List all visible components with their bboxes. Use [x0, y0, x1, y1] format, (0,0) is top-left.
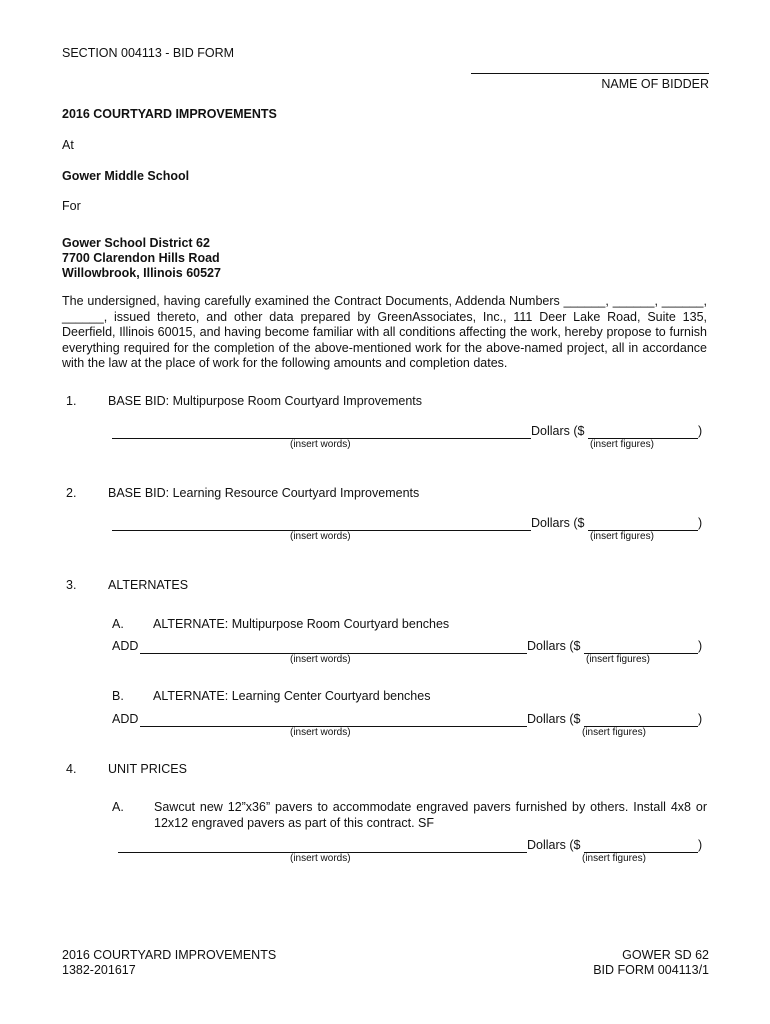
item3a-insert-figures: (insert figures): [586, 654, 650, 665]
intro-paragraph: The undersigned, having carefully examined the Contract Documents, Addenda Numbers ______, ______, ______, ______, issued thereto, and other data prepared by GreenAssociates, Inc., 111 Deer Lake Road, Suite 135, Deerfield, Illinois 60015, and having become familiar with all conditions affecting the work, hereby propose to furnish everything required for the completion of the above-mentioned work for the above-named project, all in accordance with the law at the place of work for the following amounts and completion dates.: [62, 294, 707, 370]
item3b-label: ALTERNATE: Learning Center Courtyard benches: [153, 689, 431, 703]
item1-close-paren: ): [698, 424, 703, 438]
item4a-close-paren: ): [698, 838, 703, 852]
item1-insert-words: (insert words): [290, 439, 351, 450]
item3b-insert-figures: (insert figures): [582, 727, 646, 738]
footer-left-line2: 1382-201617: [62, 963, 136, 977]
item3-number: 3.: [66, 578, 77, 592]
address-line-1: 7700 Clarendon Hills Road: [62, 251, 220, 265]
item4a-insert-figures: (insert figures): [582, 853, 646, 864]
item1-number: 1.: [66, 394, 77, 408]
footer-right-line2: BID FORM 004113/1: [593, 963, 709, 977]
item4a-insert-words: (insert words): [290, 853, 351, 864]
for-label: For: [62, 199, 81, 213]
item3b-add-label: ADD: [112, 712, 139, 726]
address-line-2: Willowbrook, Illinois 60527: [62, 266, 221, 280]
section-title: SECTION 004113 - BID FORM: [62, 46, 235, 60]
item3-label: ALTERNATES: [108, 578, 189, 592]
item3a-close-paren: ): [698, 639, 703, 653]
item3a-insert-words: (insert words): [290, 654, 351, 665]
bidder-name-line[interactable]: [471, 73, 709, 74]
item3a-letter: A.: [112, 617, 124, 631]
footer-right-line1: GOWER SD 62: [622, 948, 709, 962]
district-name: Gower School District 62: [62, 236, 210, 250]
item1-label: BASE BID: Multipurpose Room Courtyard Improvements: [108, 394, 423, 408]
item2-dollars-label: Dollars ($: [531, 516, 585, 530]
item3a-add-label: ADD: [112, 639, 139, 653]
item2-close-paren: ): [698, 516, 703, 530]
footer-left-line1: 2016 COURTYARD IMPROVEMENTS: [62, 948, 277, 962]
school-name: Gower Middle School: [62, 169, 190, 183]
item2-insert-figures: (insert figures): [590, 531, 654, 542]
item1-dollars-label: Dollars ($: [531, 424, 585, 438]
item3a-dollars-label: Dollars ($: [527, 639, 581, 653]
item4a-text: Sawcut new 12”x36” pavers to accommodate engraved pavers furnished by others. Install 4x8 or 12x12 engraved pavers as part of this contract. SF: [154, 800, 707, 830]
at-label: At: [62, 138, 74, 152]
item3b-insert-words: (insert words): [290, 727, 351, 738]
item3b-letter: B.: [112, 689, 124, 703]
item4a-dollars-label: Dollars ($: [527, 838, 581, 852]
project-title: 2016 COURTYARD IMPROVEMENTS: [62, 107, 277, 121]
item1-insert-figures: (insert figures): [590, 439, 654, 450]
item2-label: BASE BID: Learning Resource Courtyard Improvements: [108, 486, 420, 500]
item4-label: UNIT PRICES: [108, 762, 187, 776]
item3b-dollars-label: Dollars ($: [527, 712, 581, 726]
item4-number: 4.: [66, 762, 77, 776]
item3b-close-paren: ): [698, 712, 703, 726]
name-of-bidder-label: NAME OF BIDDER: [601, 77, 709, 91]
item4a-letter: A.: [112, 800, 124, 814]
item2-insert-words: (insert words): [290, 531, 351, 542]
item3a-label: ALTERNATE: Multipurpose Room Courtyard benches: [153, 617, 450, 631]
item2-number: 2.: [66, 486, 77, 500]
